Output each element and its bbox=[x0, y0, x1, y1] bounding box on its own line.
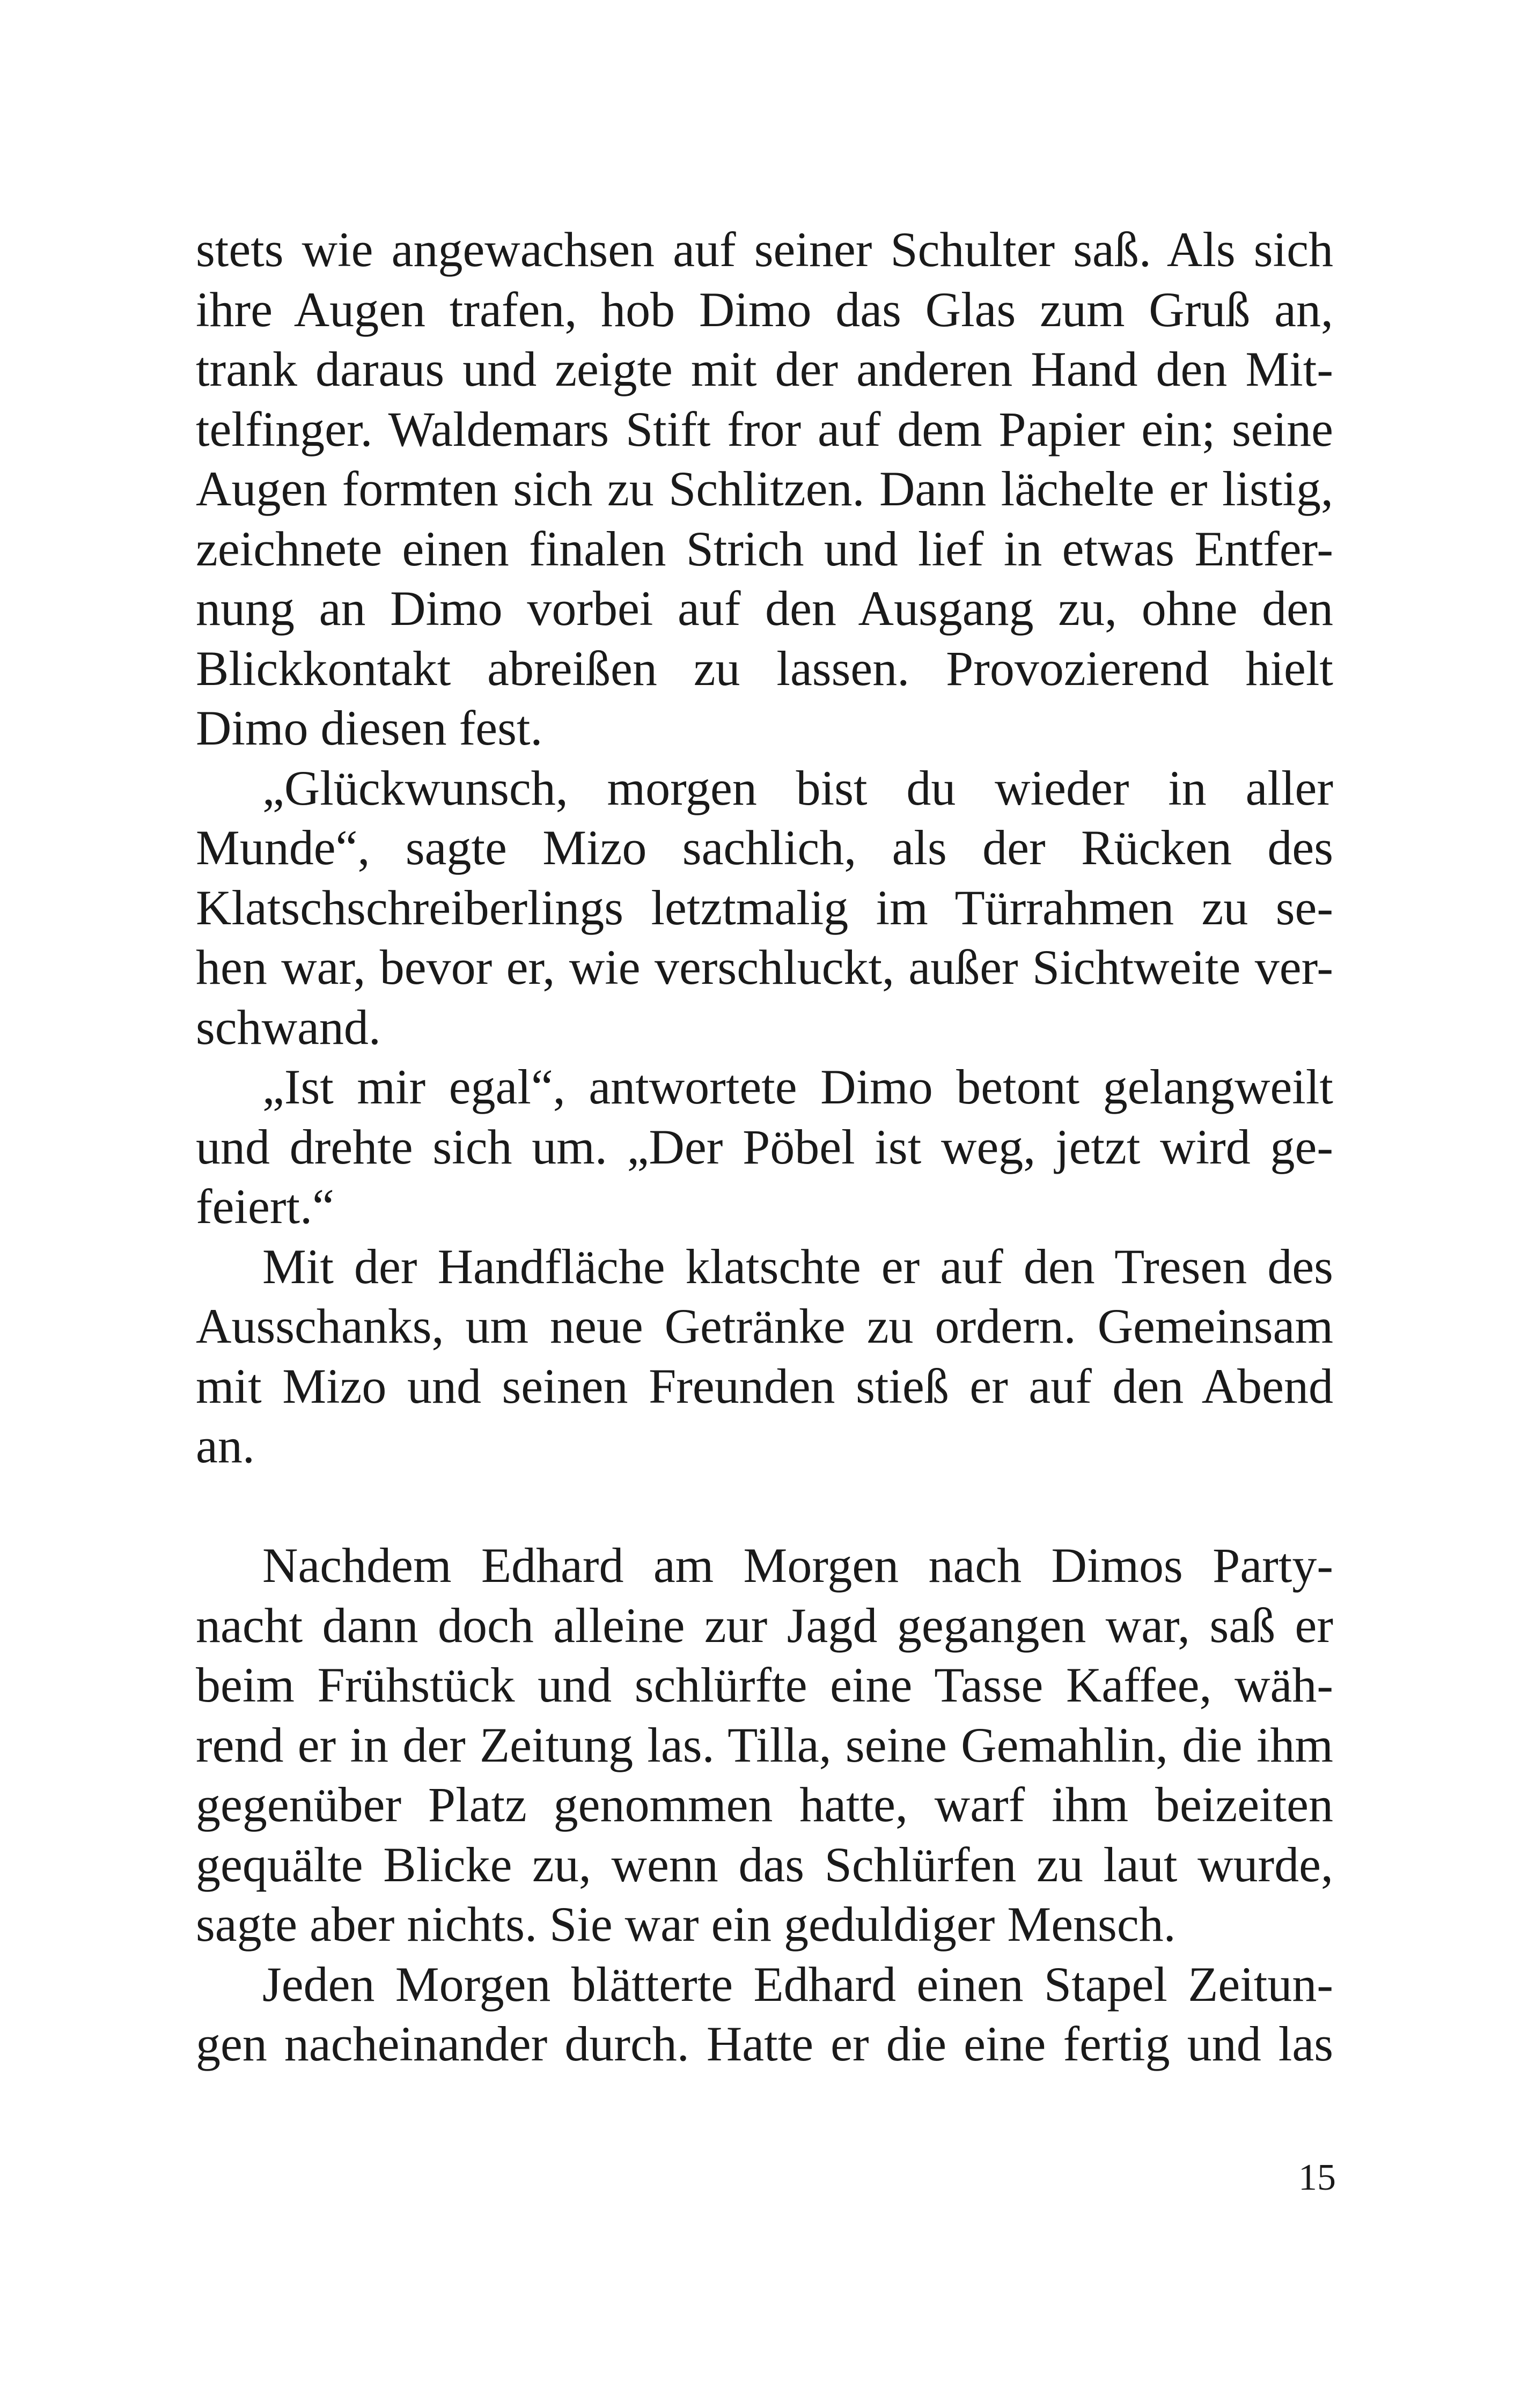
text-line: nacht dann doch alleine zur Jagd gegangen war, saß er bbox=[196, 1597, 1333, 1653]
text-line: sagte aber nichts. Sie war ein geduldiger Mensch. bbox=[196, 1897, 1176, 1952]
text-line: rend er in der Zeitung las. Tilla, seine Gemahlin, die ihm bbox=[196, 1717, 1333, 1772]
text-line: nung an Dimo vorbei auf den Ausgang zu, ohne den bbox=[196, 581, 1333, 636]
paragraph bbox=[196, 1057, 1333, 1237]
text-line: zeichnete einen finalen Strich und lief in etwas Entfer- bbox=[196, 521, 1333, 576]
text-line: an. bbox=[196, 1418, 255, 1473]
section-break bbox=[196, 1476, 1333, 1536]
text-line: feiert.“ bbox=[196, 1179, 334, 1234]
text-line: Ausschanks, um neue Getränke zu ordern. Gemeinsam bbox=[196, 1299, 1333, 1353]
text-line: mit Mizo und seinen Freunden stieß er auf den Abend bbox=[196, 1358, 1333, 1413]
text-line: telfinger. Waldemars Stift fror auf dem Papier ein; seine bbox=[196, 401, 1333, 456]
text-line: Jeden Morgen blätterte Edhard einen Stapel Zeitun- bbox=[262, 1956, 1333, 2012]
text-line: Augen formten sich zu Schlitzen. Dann lächelte er listig, bbox=[196, 461, 1333, 516]
text-line: schwand. bbox=[196, 999, 381, 1055]
text-line: Munde“, sagte Mizo sachlich, als der Rücken des bbox=[196, 820, 1333, 875]
paragraph bbox=[196, 1237, 1333, 1476]
text-line: stets wie angewachsen auf seiner Schulter saß. Als sich bbox=[196, 222, 1333, 277]
text-line: Nachdem Edhard am Morgen nach Dimos Party- bbox=[262, 1538, 1333, 1593]
text-line: Mit der Handfläche klatschte er auf den Tresen des bbox=[262, 1239, 1333, 1294]
paragraph bbox=[196, 1536, 1333, 1955]
paragraph bbox=[196, 1955, 1333, 2074]
text-line: ihre Augen trafen, hob Dimo das Glas zum Gruß an, bbox=[196, 282, 1333, 337]
text-line: „Ist mir egal“, antwortete Dimo betont gelangweilt bbox=[262, 1059, 1333, 1114]
text-line: gen nacheinander durch. Hatte er die eine fertig und las bbox=[196, 2016, 1333, 2071]
page-body-text bbox=[196, 220, 1333, 2074]
text-line: beim Frühstück und schlürfte eine Tasse Kaffee, wäh- bbox=[196, 1658, 1333, 1712]
text-line: Blickkontakt abreißen zu lassen. Provozierend hielt bbox=[196, 640, 1333, 696]
text-line: Dimo diesen fest. bbox=[196, 701, 543, 755]
text-line: gequälte Blicke zu, wenn das Schlürfen zu laut wurde, bbox=[196, 1837, 1333, 1892]
paragraph bbox=[196, 220, 1333, 759]
text-line: und drehte sich um. „Der Pöbel ist weg, jetzt wird ge- bbox=[196, 1119, 1333, 1174]
page-number: 15 bbox=[1298, 2157, 1336, 2198]
paragraph bbox=[196, 759, 1333, 1058]
text-line: gegenüber Platz genommen hatte, warf ihm beizeiten bbox=[196, 1777, 1333, 1832]
text-line: hen war, bevor er, wie verschluckt, außer Sichtweite ver- bbox=[196, 940, 1333, 995]
text-line: „Glückwunsch, morgen bist du wieder in aller bbox=[262, 760, 1333, 815]
text-line: trank daraus und zeigte mit der anderen Hand den Mit- bbox=[196, 342, 1333, 396]
text-line: Klatschschreiberlings letztmalig im Türrahmen zu se- bbox=[196, 880, 1333, 935]
